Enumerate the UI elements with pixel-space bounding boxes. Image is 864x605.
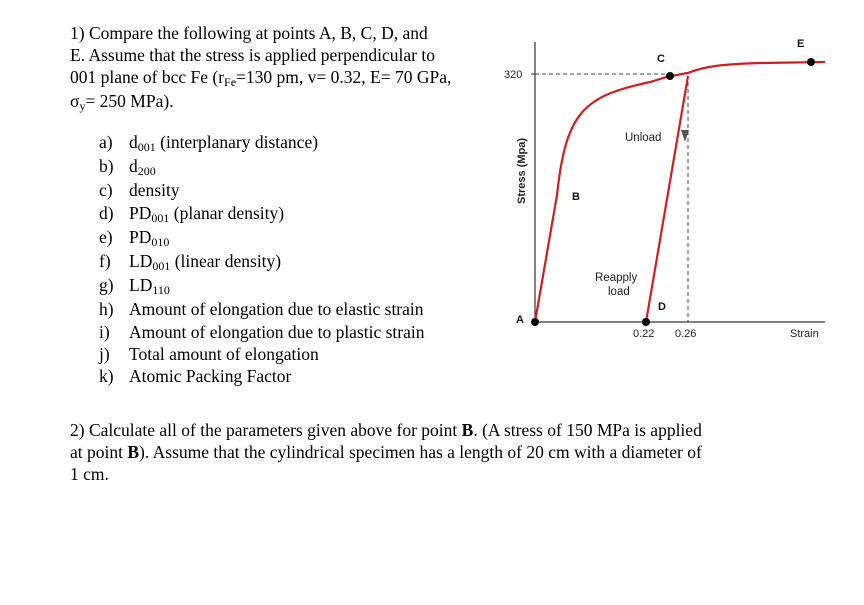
item-text-main: d [129, 156, 138, 177]
point-e-marker [807, 58, 815, 66]
item-label: g) [99, 275, 114, 296]
item-subscript: 110 [152, 283, 170, 298]
item-text-main: d [129, 132, 138, 152]
q1-line-2: E. Assume that the stress is applied perpendicular to [70, 45, 435, 65]
reapply-label-1: Reapply [595, 272, 638, 284]
q1-line-3-a: 001 plane of bcc Fe (r [70, 67, 225, 87]
point-a-label: A [516, 314, 524, 326]
y-tick-label: 320 [504, 69, 523, 81]
q2-line-3: 1 cm. [70, 464, 109, 484]
q2-line-2 [70, 441, 790, 463]
item-subscript: 200 [137, 164, 156, 179]
item-text-main: PD [129, 202, 152, 223]
point-c-marker [666, 72, 674, 80]
item-label: d) [99, 202, 114, 223]
item-label: a) [99, 132, 113, 152]
q2-text-d: ). Assume that the cylindrical specimen has a length of 20 cm with a diameter of [139, 442, 702, 462]
point-c-label: C [657, 53, 665, 65]
q2-text-b: . (A stress of 150 MPa is applied [473, 420, 702, 440]
q1-line-1: 1) Compare the following at points A, B, C, D, and [70, 23, 428, 43]
unload-line [646, 76, 688, 322]
q2-text-c: at point [70, 442, 128, 462]
q2-bold-b2: B [127, 442, 140, 462]
x-axis-label: Strain [790, 328, 819, 340]
item-label: i) [99, 321, 110, 342]
question-2 [70, 419, 790, 485]
point-d-marker [642, 318, 650, 326]
item-text-main: Total amount of elongation [129, 343, 319, 364]
item-label: f) [99, 251, 111, 272]
q2-line-1 [70, 419, 790, 441]
item-text-post: (linear density) [170, 251, 282, 272]
point-d-label: D [658, 301, 666, 313]
fe-subscript: Fe [224, 75, 237, 89]
y-axis-label: Stress (Mpa) [516, 137, 528, 204]
item-subscript: 001 [152, 259, 171, 274]
x-tick-026: 0.26 [675, 328, 697, 340]
item-label: e) [99, 226, 113, 247]
item-text-main: Amount of elongation due to plastic strain [129, 321, 425, 342]
reapply-label-2: load [608, 286, 630, 298]
sigma-symbol: σ [70, 91, 80, 111]
item-text-main: LD [129, 275, 153, 296]
item-text-main: Amount of elongation due to elastic strain [129, 299, 424, 320]
point-e-label: E [797, 38, 805, 50]
item-subscript: 001 [137, 140, 156, 154]
x-tick-022: 0.22 [633, 328, 655, 340]
item-label: k) [99, 366, 114, 387]
item-text-main: density [129, 180, 180, 201]
item-subscript: 001 [151, 210, 170, 225]
q2-bold-b1: B [461, 420, 474, 440]
item-label: h) [99, 299, 114, 320]
item-label: c) [99, 180, 113, 201]
item-text-main: Atomic Packing Factor [129, 366, 292, 387]
item-text-post: (planar density) [169, 202, 285, 223]
unload-label: Unload [625, 132, 662, 144]
q1-line-3-b: =130 pm, v= 0.32, E= 70 GPa, [236, 67, 452, 87]
item-label: b) [99, 156, 114, 177]
item-label: j) [99, 343, 110, 364]
q1-line-4-b: = 250 MPa). [85, 91, 174, 111]
point-a-marker [531, 318, 539, 326]
item-text-main: LD [129, 251, 153, 272]
item-subscript: 010 [151, 234, 170, 249]
point-b-label: B [572, 191, 580, 203]
item-text-post: (interplanary distance) [155, 132, 319, 152]
q2-text-a: 2) Calculate all of the parameters given above for point [70, 420, 462, 440]
item-text-main: PD [129, 226, 152, 247]
y-subscript: y [79, 99, 86, 113]
